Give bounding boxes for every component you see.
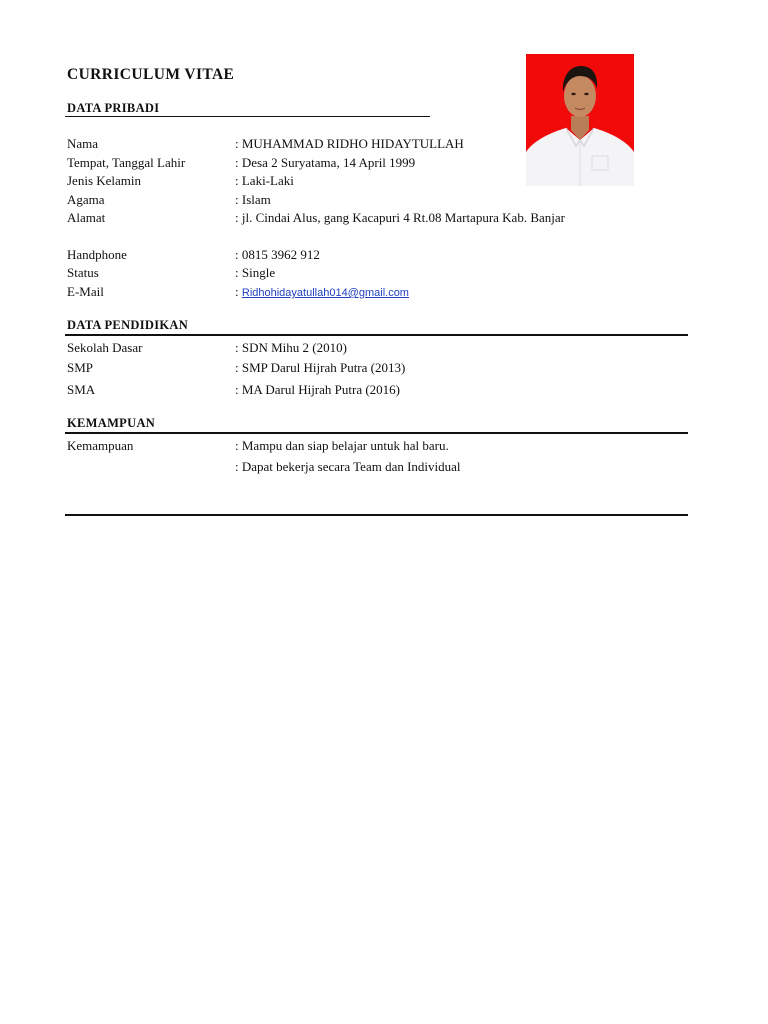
- page-title: CURRICULUM VITAE: [67, 66, 235, 83]
- skills-label: Kemampuan: [67, 438, 134, 453]
- info-label: Jenis Kelamin: [67, 173, 142, 188]
- info-value: : Laki-Laki: [235, 173, 294, 188]
- info-value: : Islam: [235, 192, 271, 207]
- info-value: : Desa 2 Suryatama, 14 April 1999: [235, 155, 416, 170]
- skills-value: : Mampu dan siap belajar untuk hal baru.: [235, 438, 449, 453]
- email-colon: :: [235, 284, 239, 299]
- info-value: : MUHAMMAD RIDHO HIDAYTULLAH: [235, 136, 464, 151]
- profile-photo: [526, 54, 634, 186]
- info-value: : 0815 3962 912: [235, 247, 320, 262]
- section-rule-skills: [65, 432, 688, 434]
- education-label: Sekolah Dasar: [67, 340, 143, 355]
- eye-right: [584, 93, 588, 95]
- portrait-illustration: [526, 54, 634, 186]
- info-label: Alamat: [67, 210, 106, 225]
- education-label: SMP: [67, 360, 94, 375]
- skills-value: : Dapat bekerja secara Team dan Individual: [235, 459, 461, 474]
- face: [564, 75, 596, 117]
- section-heading-personal: DATA PRIBADI: [67, 101, 160, 115]
- section-heading-skills: KEMAMPUAN: [67, 416, 156, 430]
- email-link[interactable]: Ridhohidayatullah014@gmail.com: [241, 287, 409, 299]
- section-rule-education: [65, 334, 688, 336]
- education-value: : SDN Mihu 2 (2010): [235, 340, 347, 355]
- info-label: Tempat, Tanggal Lahir: [67, 155, 186, 170]
- eye-left: [571, 93, 575, 95]
- info-label: Status: [67, 265, 99, 280]
- section-rule-personal: [65, 116, 430, 117]
- info-value: : Single: [235, 265, 276, 280]
- info-label: Nama: [67, 136, 99, 151]
- info-label: Agama: [67, 192, 105, 207]
- closing-rule: [65, 514, 688, 516]
- education-label: SMA: [67, 382, 96, 397]
- info-label: Handphone: [67, 247, 127, 262]
- education-value: : MA Darul Hijrah Putra (2016): [235, 382, 401, 397]
- info-value: : jl. Cindai Alus, gang Kacapuri 4 Rt.08 Martapura Kab. Banjar: [235, 210, 565, 225]
- section-heading-education: DATA PENDIDIKAN: [67, 318, 189, 332]
- info-label: E-Mail: [67, 284, 104, 299]
- email-value-wrap: [235, 284, 409, 300]
- education-value: : SMP Darul Hijrah Putra (2013): [235, 360, 406, 375]
